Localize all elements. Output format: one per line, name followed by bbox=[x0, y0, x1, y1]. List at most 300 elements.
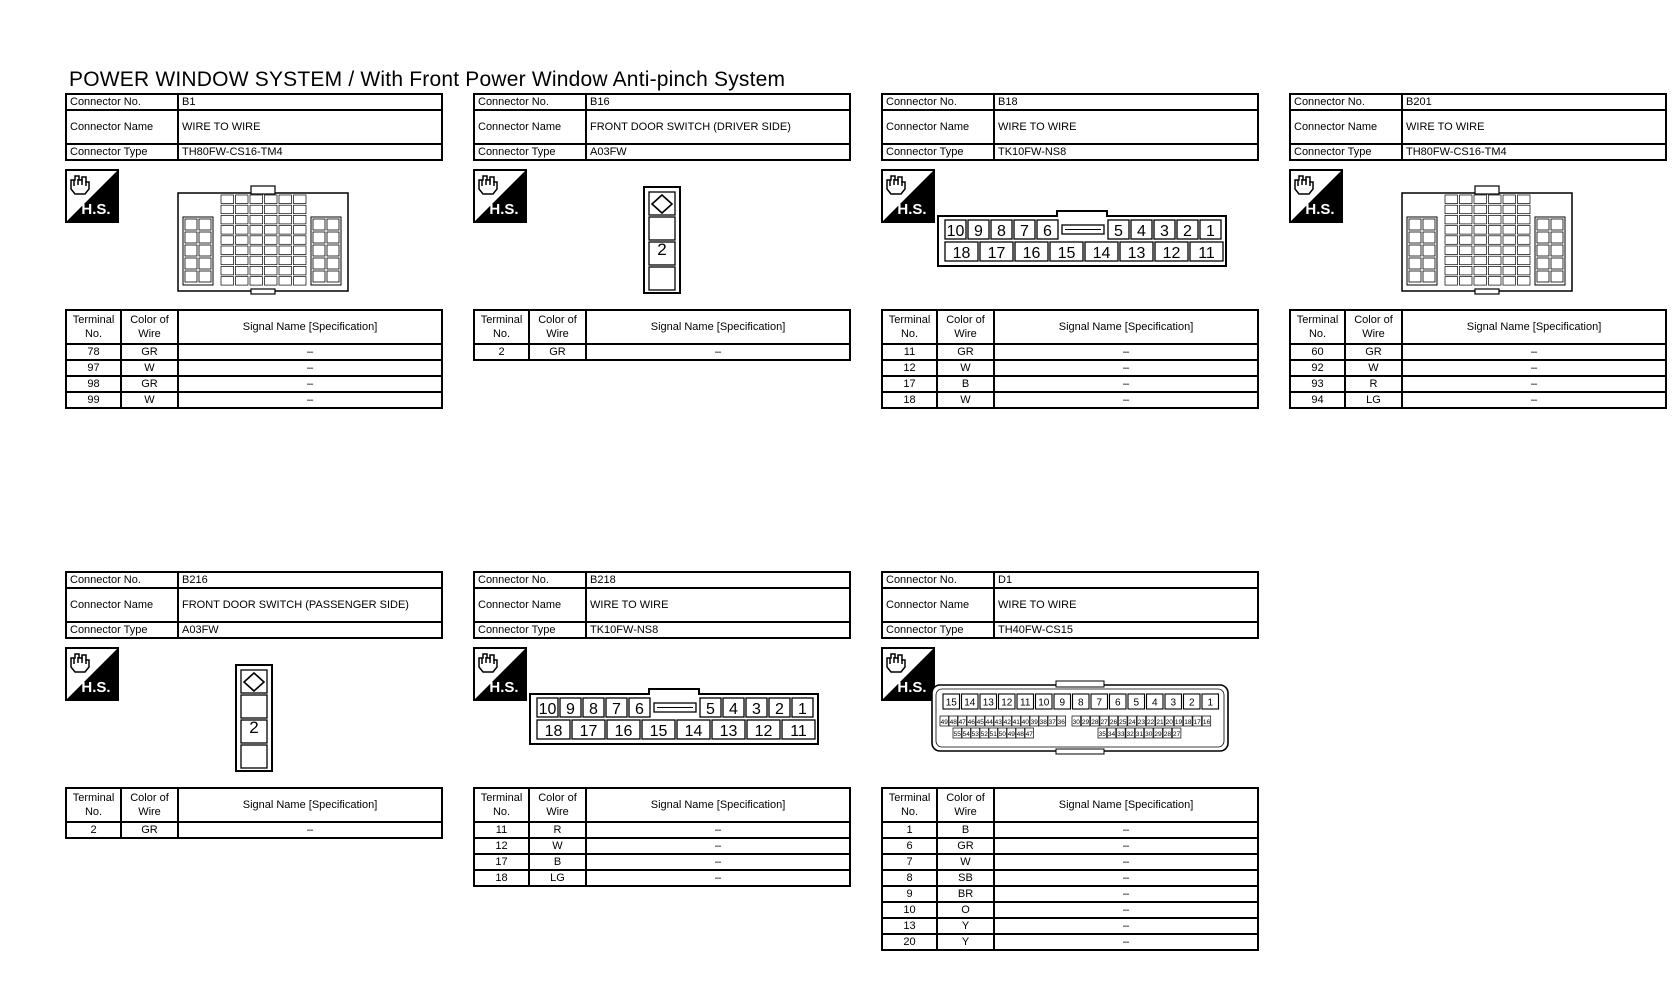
pin-number: 54 bbox=[962, 731, 970, 738]
connector-no-label: Connector No. bbox=[882, 572, 994, 588]
connector-face-diagram bbox=[177, 185, 349, 295]
signal-name-cell: – bbox=[586, 344, 850, 360]
table-row bbox=[474, 822, 850, 838]
pin-number: 31 bbox=[1135, 731, 1144, 738]
table-row bbox=[882, 854, 1258, 870]
pin-number: 20 bbox=[1165, 719, 1173, 726]
terminal-table bbox=[65, 309, 443, 409]
table-row bbox=[882, 360, 1258, 376]
table-row bbox=[882, 376, 1258, 392]
pin-number: 14 bbox=[964, 697, 976, 709]
signal-name-header: Signal Name [Specification] bbox=[1402, 310, 1666, 344]
pin-number: 50 bbox=[998, 731, 1006, 738]
pin-number: 5 bbox=[1114, 223, 1123, 240]
wire-color-cell: W bbox=[1345, 360, 1402, 376]
terminal-no-cell: 6 bbox=[882, 838, 937, 854]
connector-face-diagram bbox=[937, 209, 1227, 267]
wire-color-cell: W bbox=[937, 360, 994, 376]
pin-number: 10 bbox=[1038, 697, 1050, 709]
wire-color-cell: BR bbox=[937, 886, 994, 902]
wire-color-cell: Y bbox=[937, 918, 994, 934]
connector-block-b16 bbox=[473, 93, 851, 358]
connector-name-value: WIRE TO WIRE bbox=[178, 110, 442, 144]
table-row bbox=[66, 360, 442, 376]
connector-name-label: Connector Name bbox=[1290, 110, 1402, 144]
pin-number: 2 bbox=[1188, 697, 1195, 709]
color-of-wire-header: Color of Wire bbox=[121, 788, 178, 822]
pin-number: 29 bbox=[1081, 719, 1090, 726]
signal-name-header: Signal Name [Specification] bbox=[178, 310, 442, 344]
connector-face-diagram bbox=[1401, 185, 1573, 295]
signal-name-cell: – bbox=[1402, 360, 1666, 376]
color-of-wire-header: Color of Wire bbox=[937, 788, 994, 822]
terminal-no-cell: 20 bbox=[882, 934, 937, 950]
pin-number: 2 bbox=[1183, 223, 1192, 240]
pin-number: 3 bbox=[1160, 223, 1169, 240]
connector-no-label: Connector No. bbox=[474, 94, 586, 110]
pin-number: 2 bbox=[657, 240, 667, 259]
terminal-no-cell: 18 bbox=[474, 870, 529, 886]
hs-connector-icon bbox=[65, 169, 119, 223]
pin-number: 36 bbox=[1057, 719, 1065, 726]
pin-number: 26 bbox=[1109, 719, 1118, 726]
terminal-no-header: Terminal No. bbox=[66, 310, 121, 344]
terminal-table bbox=[473, 309, 851, 361]
connector-no-value: B16 bbox=[586, 94, 850, 110]
pin-number: 32 bbox=[1126, 731, 1134, 738]
connector-type-label: Connector Type bbox=[66, 622, 178, 638]
hs-connector-icon bbox=[473, 169, 527, 223]
table-row bbox=[474, 344, 850, 360]
wire-color-cell: W bbox=[121, 360, 178, 376]
pin-number: 47 bbox=[958, 719, 966, 726]
pin-number: 42 bbox=[1003, 719, 1011, 726]
terminal-table bbox=[881, 787, 1259, 951]
pin-number: 5 bbox=[1133, 697, 1140, 709]
signal-name-cell: – bbox=[994, 854, 1258, 870]
wire-color-cell: GR bbox=[1345, 344, 1402, 360]
hs-label: H.S. bbox=[897, 201, 927, 218]
connector-name-label: Connector Name bbox=[882, 588, 994, 622]
pin-number: 5 bbox=[706, 701, 715, 718]
pin-number: 14 bbox=[1092, 245, 1111, 262]
connector-no-label: Connector No. bbox=[882, 94, 994, 110]
wire-color-cell: B bbox=[937, 822, 994, 838]
pin-number: 41 bbox=[1012, 719, 1020, 726]
pin-number: 48 bbox=[1016, 731, 1024, 738]
pin-number: 28 bbox=[1163, 731, 1171, 738]
pin-number: 38 bbox=[1039, 719, 1047, 726]
terminal-table bbox=[881, 309, 1259, 409]
table-row bbox=[882, 886, 1258, 902]
connector-face-diagram bbox=[931, 679, 1231, 755]
terminal-no-cell: 1 bbox=[882, 822, 937, 838]
connector-no-value: B218 bbox=[586, 572, 850, 588]
terminal-no-cell: 18 bbox=[882, 392, 937, 408]
signal-name-cell: – bbox=[994, 822, 1258, 838]
pin-number: 11 bbox=[1198, 245, 1215, 262]
pin-number: 18 bbox=[544, 723, 563, 740]
terminal-no-cell: 12 bbox=[882, 360, 937, 376]
terminal-no-cell: 78 bbox=[66, 344, 121, 360]
connector-type-label: Connector Type bbox=[882, 144, 994, 160]
wire-color-cell: B bbox=[529, 854, 586, 870]
pin-number: 7 bbox=[1020, 223, 1029, 240]
color-of-wire-header: Color of Wire bbox=[529, 310, 586, 344]
connector-type-label: Connector Type bbox=[882, 622, 994, 638]
terminal-no-header: Terminal No. bbox=[474, 788, 529, 822]
terminal-no-cell: 94 bbox=[1290, 392, 1345, 408]
terminal-table bbox=[1289, 309, 1667, 409]
pin-number: 44 bbox=[985, 719, 993, 726]
pin-number: 1 bbox=[1206, 223, 1215, 240]
signal-name-cell: – bbox=[994, 360, 1258, 376]
wire-color-cell: B bbox=[937, 376, 994, 392]
connector-type-value: A03FW bbox=[178, 622, 442, 638]
color-of-wire-header: Color of Wire bbox=[121, 310, 178, 344]
connector-block-b218 bbox=[473, 571, 851, 884]
connector-name-label: Connector Name bbox=[66, 110, 178, 144]
table-row bbox=[882, 934, 1258, 950]
pin-number: 17 bbox=[579, 723, 598, 740]
connector-type-value: TH80FW-CS16-TM4 bbox=[178, 144, 442, 160]
pin-number: 9 bbox=[1059, 697, 1066, 709]
pin-number: 10 bbox=[946, 223, 965, 240]
connector-name-label: Connector Name bbox=[66, 588, 178, 622]
hs-connector-icon bbox=[65, 647, 119, 701]
connector-name-value: WIRE TO WIRE bbox=[994, 588, 1258, 622]
signal-name-cell: – bbox=[178, 392, 442, 408]
pin-number: 12 bbox=[754, 723, 773, 740]
terminal-no-header: Terminal No. bbox=[474, 310, 529, 344]
wire-color-cell: GR bbox=[937, 838, 994, 854]
pin-number: 43 bbox=[994, 719, 1002, 726]
table-row bbox=[1290, 360, 1666, 376]
wire-color-cell: O bbox=[937, 902, 994, 918]
signal-name-header: Signal Name [Specification] bbox=[586, 310, 850, 344]
pin-number: 17 bbox=[1193, 719, 1201, 726]
terminal-no-cell: 12 bbox=[474, 838, 529, 854]
connector-info-table bbox=[881, 571, 1259, 639]
signal-name-header: Signal Name [Specification] bbox=[994, 310, 1258, 344]
terminal-no-cell: 2 bbox=[66, 822, 121, 838]
pin-number: 34 bbox=[1107, 731, 1116, 738]
signal-name-cell: – bbox=[994, 870, 1258, 886]
table-row bbox=[882, 392, 1258, 408]
hs-connector-icon bbox=[473, 647, 527, 701]
pin-number: 27 bbox=[1173, 731, 1181, 738]
pin-number: 39 bbox=[1030, 719, 1038, 726]
pin-number: 30 bbox=[1145, 731, 1153, 738]
table-row bbox=[474, 838, 850, 854]
color-of-wire-header: Color of Wire bbox=[529, 788, 586, 822]
wire-color-cell: W bbox=[937, 392, 994, 408]
connector-no-value: B1 bbox=[178, 94, 442, 110]
signal-name-header: Signal Name [Specification] bbox=[586, 788, 850, 822]
signal-name-cell: – bbox=[994, 838, 1258, 854]
table-row bbox=[882, 344, 1258, 360]
connector-info-table bbox=[1289, 93, 1667, 161]
signal-name-cell: – bbox=[586, 870, 850, 886]
connector-info-table bbox=[881, 93, 1259, 161]
pin-number: 49 bbox=[1007, 731, 1015, 738]
pin-number: 46 bbox=[967, 719, 975, 726]
pin-number: 7 bbox=[612, 701, 621, 718]
wire-color-cell: W bbox=[529, 838, 586, 854]
pin-number: 1 bbox=[1207, 697, 1214, 709]
connector-type-label: Connector Type bbox=[474, 622, 586, 638]
pin-number: 6 bbox=[635, 701, 644, 718]
connector-type-label: Connector Type bbox=[474, 144, 586, 160]
hs-label: H.S. bbox=[489, 679, 519, 696]
wire-color-cell: GR bbox=[121, 376, 178, 392]
terminal-table bbox=[65, 787, 443, 839]
wire-color-cell: W bbox=[121, 392, 178, 408]
connector-type-label: Connector Type bbox=[1290, 144, 1402, 160]
connector-block-b18 bbox=[881, 93, 1259, 406]
table-row bbox=[474, 854, 850, 870]
pin-number: 9 bbox=[974, 223, 983, 240]
signal-name-cell: – bbox=[994, 392, 1258, 408]
terminal-no-cell: 93 bbox=[1290, 376, 1345, 392]
signal-name-cell: – bbox=[178, 822, 442, 838]
connector-name-label: Connector Name bbox=[474, 588, 586, 622]
connector-type-label: Connector Type bbox=[66, 144, 178, 160]
pin-number: 33 bbox=[1117, 731, 1125, 738]
terminal-no-header: Terminal No. bbox=[882, 788, 937, 822]
pin-number: 4 bbox=[1137, 223, 1146, 240]
wire-color-cell: R bbox=[529, 822, 586, 838]
pin-number: 6 bbox=[1114, 697, 1121, 709]
pin-number: 14 bbox=[684, 723, 703, 740]
pin-number: 35 bbox=[1098, 731, 1106, 738]
pin-number: 48 bbox=[949, 719, 957, 726]
terminal-no-cell: 92 bbox=[1290, 360, 1345, 376]
pin-number: 3 bbox=[752, 701, 761, 718]
table-row bbox=[474, 870, 850, 886]
pin-number: 22 bbox=[1147, 719, 1155, 726]
pin-number: 4 bbox=[1151, 697, 1158, 709]
pin-number: 10 bbox=[538, 701, 557, 718]
pin-number: 23 bbox=[1137, 719, 1145, 726]
connector-no-label: Connector No. bbox=[66, 94, 178, 110]
pin-number: 47 bbox=[1025, 731, 1033, 738]
connector-type-value: TH80FW-CS16-TM4 bbox=[1402, 144, 1666, 160]
table-row bbox=[66, 376, 442, 392]
terminal-no-cell: 2 bbox=[474, 344, 529, 360]
connector-no-label: Connector No. bbox=[474, 572, 586, 588]
connector-face-diagram bbox=[529, 687, 819, 745]
connector-type-value: TK10FW-NS8 bbox=[994, 144, 1258, 160]
terminal-no-cell: 17 bbox=[474, 854, 529, 870]
connector-info-table bbox=[65, 571, 443, 639]
signal-name-cell: – bbox=[1402, 392, 1666, 408]
wire-color-cell: GR bbox=[121, 822, 178, 838]
table-row bbox=[1290, 392, 1666, 408]
connector-name-label: Connector Name bbox=[474, 110, 586, 144]
pin-number: 16 bbox=[1022, 245, 1041, 262]
pin-number: 7 bbox=[1096, 697, 1103, 709]
table-row bbox=[882, 822, 1258, 838]
pin-number: 3 bbox=[1170, 697, 1177, 709]
pin-number: 13 bbox=[982, 697, 994, 709]
pin-number: 13 bbox=[719, 723, 738, 740]
signal-name-cell: – bbox=[586, 822, 850, 838]
hs-label: H.S. bbox=[489, 201, 519, 218]
signal-name-cell: – bbox=[994, 934, 1258, 950]
pin-number: 18 bbox=[1184, 719, 1192, 726]
connector-no-label: Connector No. bbox=[66, 572, 178, 588]
table-row bbox=[1290, 376, 1666, 392]
table-row bbox=[66, 344, 442, 360]
connector-type-value: A03FW bbox=[586, 144, 850, 160]
pin-number: 55 bbox=[953, 731, 961, 738]
signal-name-cell: – bbox=[178, 360, 442, 376]
connector-no-value: D1 bbox=[994, 572, 1258, 588]
hs-label: H.S. bbox=[81, 201, 111, 218]
terminal-no-cell: 97 bbox=[66, 360, 121, 376]
pin-number: 25 bbox=[1119, 719, 1127, 726]
wire-color-cell: GR bbox=[937, 344, 994, 360]
wire-color-cell: LG bbox=[1345, 392, 1402, 408]
table-row bbox=[882, 870, 1258, 886]
terminal-no-cell: 11 bbox=[882, 344, 937, 360]
pin-number: 53 bbox=[971, 731, 979, 738]
terminal-no-header: Terminal No. bbox=[66, 788, 121, 822]
pin-number: 30 bbox=[1072, 719, 1080, 726]
hs-connector-icon bbox=[881, 169, 935, 223]
connector-name-value: WIRE TO WIRE bbox=[994, 110, 1258, 144]
connector-type-value: TK10FW-NS8 bbox=[586, 622, 850, 638]
connector-name-label: Connector Name bbox=[882, 110, 994, 144]
connector-no-value: B201 bbox=[1402, 94, 1666, 110]
pin-number: 1 bbox=[798, 701, 807, 718]
signal-name-cell: – bbox=[994, 376, 1258, 392]
signal-name-cell: – bbox=[178, 344, 442, 360]
pin-number: 12 bbox=[1162, 245, 1181, 262]
pin-number: 45 bbox=[976, 719, 984, 726]
pin-number: 8 bbox=[1077, 697, 1084, 709]
hs-connector-icon bbox=[881, 647, 935, 701]
wire-color-cell: Y bbox=[937, 934, 994, 950]
pin-number: 29 bbox=[1154, 731, 1162, 738]
connector-name-value: WIRE TO WIRE bbox=[1402, 110, 1666, 144]
pin-number: 15 bbox=[1057, 245, 1076, 262]
pin-number: 2 bbox=[249, 718, 259, 737]
connector-name-value: FRONT DOOR SWITCH (PASSENGER SIDE) bbox=[178, 588, 442, 622]
table-row bbox=[66, 392, 442, 408]
table-row bbox=[1290, 344, 1666, 360]
signal-name-header: Signal Name [Specification] bbox=[994, 788, 1258, 822]
terminal-no-cell: 98 bbox=[66, 376, 121, 392]
color-of-wire-header: Color of Wire bbox=[937, 310, 994, 344]
terminal-no-cell: 99 bbox=[66, 392, 121, 408]
terminal-no-cell: 7 bbox=[882, 854, 937, 870]
terminal-no-cell: 10 bbox=[882, 902, 937, 918]
page-cut-off bbox=[820, 959, 1676, 992]
wire-color-cell: R bbox=[1345, 376, 1402, 392]
pin-number: 16 bbox=[614, 723, 633, 740]
pin-number: 51 bbox=[989, 731, 997, 738]
terminal-table bbox=[473, 787, 851, 887]
pin-number: 8 bbox=[589, 701, 598, 718]
pin-number: 18 bbox=[952, 245, 971, 262]
connector-block-b1 bbox=[65, 93, 443, 406]
terminal-no-cell: 17 bbox=[882, 376, 937, 392]
pin-number: 52 bbox=[980, 731, 988, 738]
connector-name-value: WIRE TO WIRE bbox=[586, 588, 850, 622]
wire-color-cell: W bbox=[937, 854, 994, 870]
terminal-no-header: Terminal No. bbox=[1290, 310, 1345, 344]
pin-number: 6 bbox=[1043, 223, 1052, 240]
pin-number: 49 bbox=[940, 719, 948, 726]
connector-info-table bbox=[473, 571, 851, 639]
pin-number: 24 bbox=[1128, 719, 1136, 726]
terminal-no-cell: 8 bbox=[882, 870, 937, 886]
table-row bbox=[882, 918, 1258, 934]
hs-label: H.S. bbox=[897, 679, 927, 696]
signal-name-cell: – bbox=[586, 838, 850, 854]
pin-number: 8 bbox=[997, 223, 1006, 240]
pin-number: 40 bbox=[1021, 719, 1029, 726]
wire-color-cell: SB bbox=[937, 870, 994, 886]
terminal-no-cell: 9 bbox=[882, 886, 937, 902]
pin-number: 9 bbox=[566, 701, 575, 718]
terminal-no-cell: 11 bbox=[474, 822, 529, 838]
connector-no-label: Connector No. bbox=[1290, 94, 1402, 110]
pin-number: 37 bbox=[1048, 719, 1056, 726]
signal-name-cell: – bbox=[1402, 376, 1666, 392]
pin-number: 11 bbox=[1020, 697, 1031, 709]
terminal-no-cell: 13 bbox=[882, 918, 937, 934]
signal-name-cell: – bbox=[1402, 344, 1666, 360]
wire-color-cell: GR bbox=[121, 344, 178, 360]
connector-block-b216 bbox=[65, 571, 443, 836]
pin-number: 16 bbox=[1202, 719, 1211, 726]
terminal-no-cell: 60 bbox=[1290, 344, 1345, 360]
connector-face-diagram bbox=[234, 663, 274, 773]
connector-type-value: TH40FW-CS15 bbox=[994, 622, 1258, 638]
connector-no-value: B216 bbox=[178, 572, 442, 588]
hs-label: H.S. bbox=[1305, 201, 1335, 218]
pin-number: 28 bbox=[1091, 719, 1099, 726]
table-row bbox=[882, 838, 1258, 854]
wire-color-cell: LG bbox=[529, 870, 586, 886]
connector-face-diagram bbox=[642, 185, 682, 295]
connector-block-d1 bbox=[881, 571, 1259, 948]
pin-number: 13 bbox=[1127, 245, 1146, 262]
pin-number: 21 bbox=[1156, 719, 1164, 726]
signal-name-cell: – bbox=[994, 344, 1258, 360]
page-title: POWER WINDOW SYSTEM / With Front Power Window Anti-pinch System bbox=[69, 68, 786, 91]
pin-number: 15 bbox=[945, 697, 957, 709]
signal-name-cell: – bbox=[994, 902, 1258, 918]
signal-name-cell: – bbox=[178, 376, 442, 392]
pin-number: 15 bbox=[649, 723, 668, 740]
pin-number: 2 bbox=[775, 701, 784, 718]
hs-label: H.S. bbox=[81, 679, 111, 696]
color-of-wire-header: Color of Wire bbox=[1345, 310, 1402, 344]
wire-color-cell: GR bbox=[529, 344, 586, 360]
pin-number: 11 bbox=[790, 723, 807, 740]
pin-number: 12 bbox=[1001, 697, 1013, 709]
signal-name-cell: – bbox=[994, 918, 1258, 934]
pin-number: 19 bbox=[1174, 719, 1183, 726]
pin-number: 4 bbox=[729, 701, 738, 718]
pin-number: 17 bbox=[987, 245, 1006, 262]
connector-block-b201 bbox=[1289, 93, 1667, 406]
connector-no-value: B18 bbox=[994, 94, 1258, 110]
